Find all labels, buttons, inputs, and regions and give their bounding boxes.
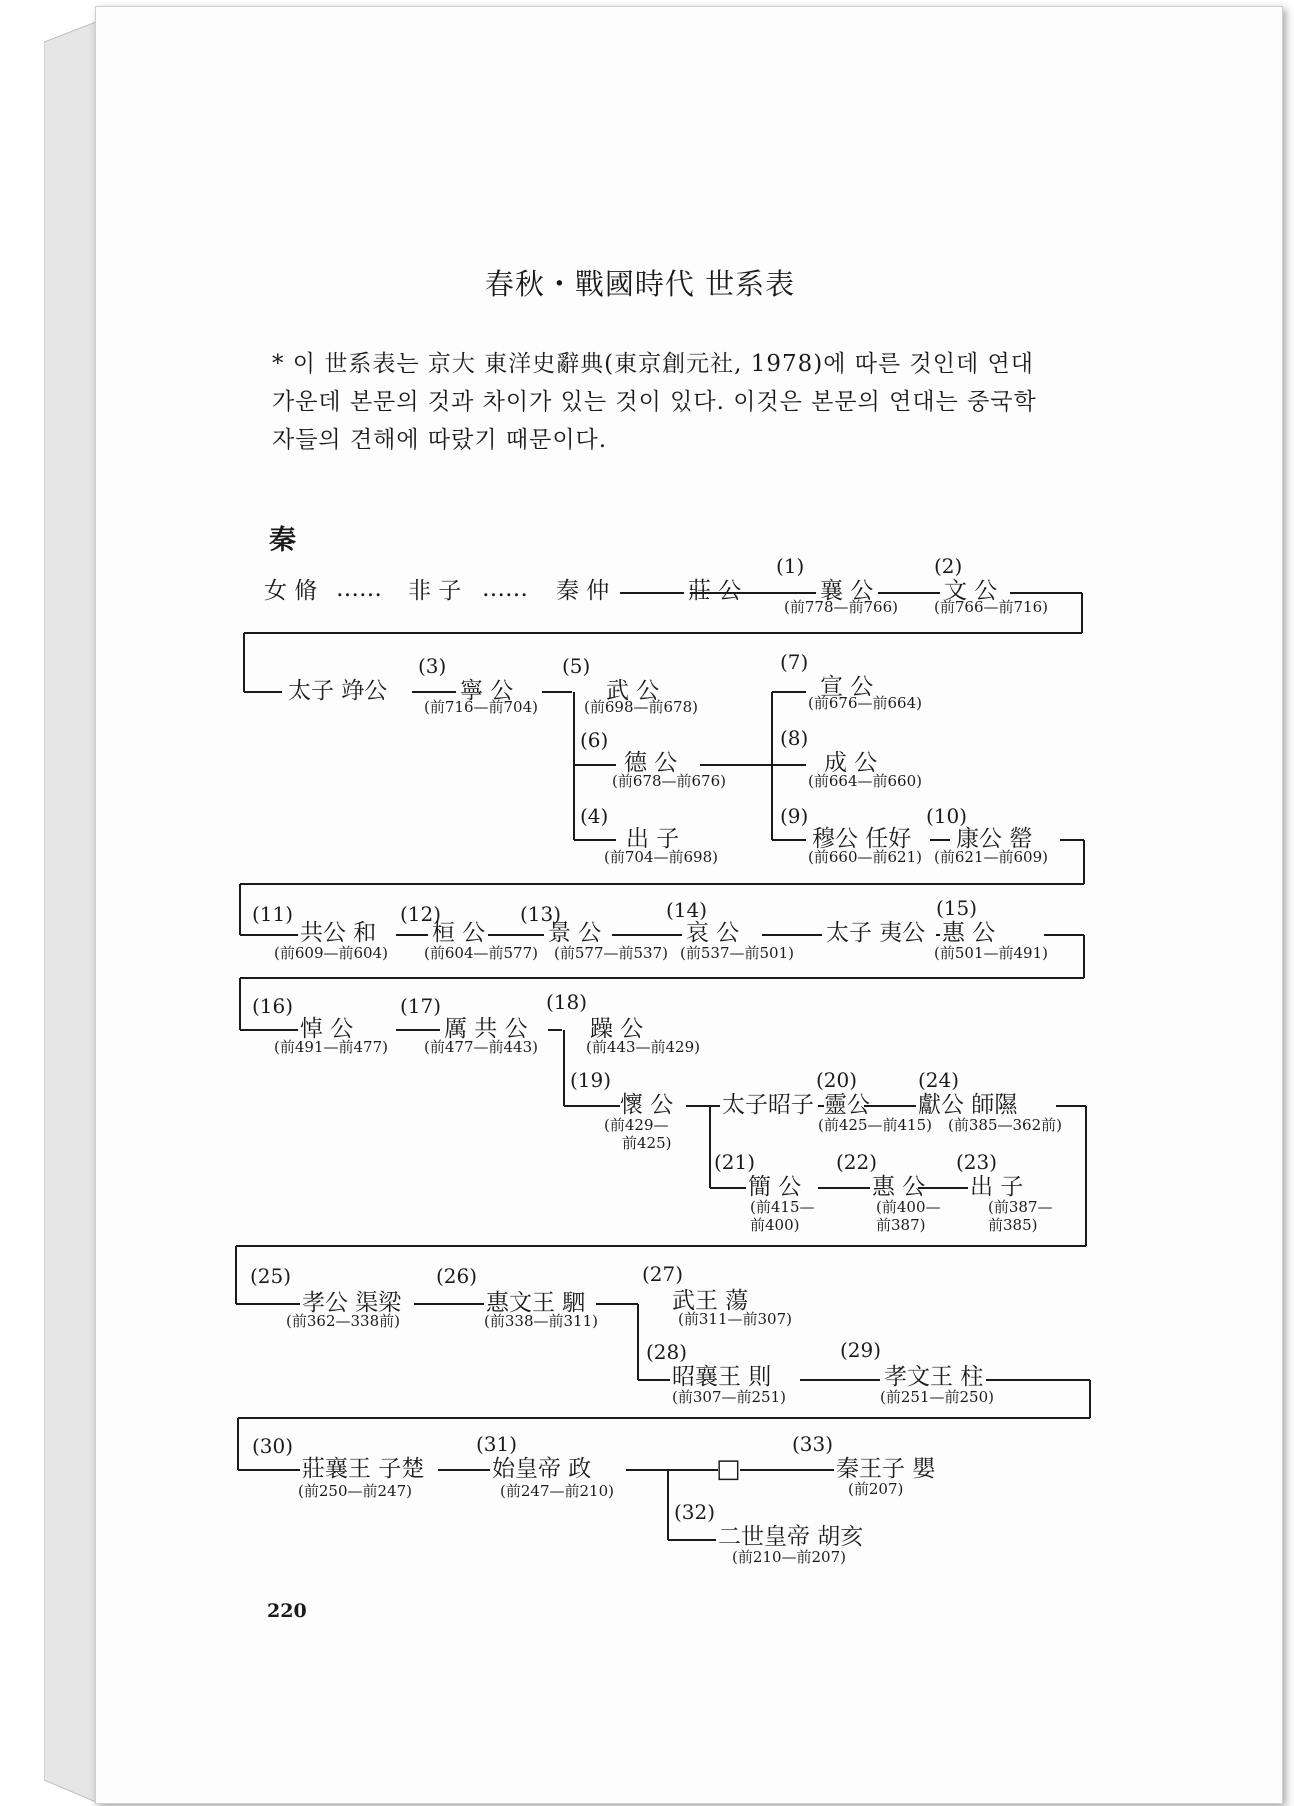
ruler-19-dates: (前429— — [604, 1116, 669, 1134]
ruler-27-name: 武王 蕩 — [672, 1288, 749, 1314]
ruler-12-dates: (前604—前577) — [424, 944, 538, 962]
ruler-8-name: 成 公 — [824, 750, 878, 776]
ruler-15-dates: (前501—前491) — [934, 944, 1048, 962]
ruler-29-dates: (前251—前250) — [880, 1388, 994, 1406]
ruler-21-name: 簡 公 — [748, 1174, 802, 1200]
ruler-22-dates-end: 前387) — [876, 1216, 926, 1234]
crown-prince-jinggong: 太子 竫公 — [288, 678, 388, 704]
ruler-9-number: (9) — [780, 804, 809, 828]
ruler-26-name: 惠文王 駟 — [486, 1290, 586, 1316]
ruler-6-dates: (前678—前676) — [612, 772, 726, 790]
ruler-9-name: 穆公 任好 — [812, 826, 912, 852]
ruler-33-dates: (前207) — [848, 1480, 904, 1498]
ruler-24-dates: (前385—362前) — [948, 1116, 1062, 1134]
ruler-18-name: 躁 公 — [590, 1016, 644, 1042]
ruler-26-number: (26) — [436, 1264, 478, 1288]
crown-prince-zhaozi: 太子昭子 — [722, 1092, 814, 1118]
ruler-20-number: (20) — [816, 1068, 858, 1092]
ruler-27-dates: (前311—前307) — [678, 1310, 792, 1328]
ruler-30-number: (30) — [252, 1434, 294, 1458]
ruler-14-dates: (前537—前501) — [680, 944, 794, 962]
ruler-11-name: 共公 和 — [300, 920, 377, 946]
ruler-5-name: 武 公 — [606, 678, 660, 704]
note-line-2: 가운데 본문의 것과 차이가 있는 것이 있다. 이것은 본문의 연대는 중국학 — [272, 389, 1037, 415]
ancestor-nuxiu: 女 脩 — [264, 578, 318, 604]
ruler-32-name: 二世皇帝 胡亥 — [718, 1524, 864, 1550]
ruler-14-name: 哀 公 — [686, 920, 740, 946]
ellipsis-1: …… — [336, 576, 382, 602]
ruler-10-number: (10) — [926, 804, 968, 828]
ruler-29-name: 孝文王 柱 — [884, 1364, 984, 1390]
crown-prince-yigong: 太子 夷公 — [826, 920, 926, 946]
ruler-30-name: 莊襄王 子楚 — [302, 1456, 425, 1482]
ruler-16-name: 悼 公 — [300, 1016, 354, 1042]
ruler-8-dates: (前664—前660) — [808, 772, 922, 790]
ruler-8-number: (8) — [780, 726, 809, 750]
ruler-15-number: (15) — [936, 896, 978, 920]
ruler-15-name: 惠 公 — [942, 920, 996, 946]
ruler-21-dates-end: 前400) — [750, 1216, 800, 1234]
ruler-20-name: 靈公 — [824, 1092, 870, 1118]
ruler-31-dates: (前247—前210) — [500, 1482, 614, 1500]
ruler-3-number: (3) — [418, 654, 447, 678]
ruler-19-name: 懷 公 — [620, 1092, 674, 1118]
ruler-17-dates: (前477—前443) — [424, 1038, 538, 1056]
ruler-28-dates: (前307—前251) — [672, 1388, 786, 1406]
ruler-25-dates: (前362—338前) — [286, 1312, 400, 1330]
ruler-11-dates: (前609—前604) — [274, 944, 388, 962]
ruler-1-number: (1) — [776, 554, 805, 578]
ruler-25-number: (25) — [250, 1264, 292, 1288]
ruler-7-dates: (前676—前664) — [808, 694, 922, 712]
ruler-23-dates-end: 前385) — [988, 1216, 1038, 1234]
ruler-6-number: (6) — [580, 728, 609, 752]
ruler-4-number: (4) — [580, 804, 609, 828]
ruler-32-dates: (前210—前207) — [732, 1548, 846, 1566]
ruler-24-number: (24) — [918, 1068, 960, 1092]
ruler-5-dates: (前698—前678) — [584, 698, 698, 716]
ellipsis-2: …… — [482, 576, 528, 602]
ruler-3-dates: (前716—前704) — [424, 698, 538, 716]
ruler-25-name: 孝公 渠梁 — [302, 1290, 402, 1316]
ruler-2-dates: (前766—前716) — [934, 598, 1048, 616]
ruler-3-name: 寧 公 — [460, 678, 514, 704]
ruler-11-number: (11) — [252, 902, 294, 926]
ruler-31-name: 始皇帝 政 — [492, 1456, 592, 1482]
state-name: 秦 — [269, 525, 296, 556]
ruler-28-number: (28) — [646, 1340, 688, 1364]
ruler-26-dates: (前338—前311) — [484, 1312, 598, 1330]
ruler-33-name: 秦王子 嬰 — [836, 1456, 936, 1482]
ruler-21-number: (21) — [714, 1150, 756, 1174]
ruler-22-dates: (前400— — [876, 1198, 941, 1216]
ruler-14-number: (14) — [666, 898, 708, 922]
note-line-1: * 이 世系表는 京大 東洋史辭典(東京創元社, 1978)에 따른 것인데 연대 — [272, 351, 1034, 377]
ruler-23-number: (23) — [956, 1150, 998, 1174]
ruler-17-number: (17) — [400, 994, 442, 1018]
ruler-13-name: 景 公 — [548, 920, 602, 946]
ruler-12-name: 桓 公 — [432, 920, 486, 946]
ruler-23-dates: (前387— — [988, 1198, 1053, 1216]
ruler-22-number: (22) — [836, 1150, 878, 1174]
note-line-3: 자들의 견해에 따랐기 때문이다. — [272, 427, 608, 453]
ruler-1-dates: (前778—前766) — [784, 598, 898, 616]
ruler-13-dates: (前577—前537) — [554, 944, 668, 962]
ruler-23-name: 出 子 — [970, 1174, 1024, 1200]
ruler-10-dates: (前621—前609) — [934, 848, 1048, 866]
ancestor-qinzhong: 秦 仲 — [556, 578, 610, 604]
ruler-13-number: (13) — [520, 902, 562, 926]
ruler-28-name: 昭襄王 則 — [672, 1364, 772, 1390]
ruler-2-name: 文 公 — [944, 578, 998, 604]
ruler-12-number: (12) — [400, 902, 442, 926]
ruler-7-number: (7) — [780, 650, 809, 674]
ruler-5-number: (5) — [562, 654, 591, 678]
ruler-31-number: (31) — [476, 1432, 518, 1456]
ruler-18-dates: (前443—前429) — [586, 1038, 700, 1056]
ruler-19-number: (19) — [570, 1068, 612, 1092]
ruler-9-dates: (前660—前621) — [808, 848, 922, 866]
ruler-6-name: 德 公 — [624, 750, 678, 776]
ruler-16-number: (16) — [252, 994, 294, 1018]
ruler-29-number: (29) — [840, 1338, 882, 1362]
ruler-19-dates-end: 前425) — [622, 1134, 672, 1152]
ruler-20-dates: (前425—前415) — [818, 1116, 932, 1134]
ancestor-feizi: 非 子 — [408, 578, 462, 604]
ruler-21-dates: (前415— — [750, 1198, 815, 1216]
ruler-18-number: (18) — [546, 990, 588, 1014]
ruler-16-dates: (前491—前477) — [274, 1038, 388, 1056]
ruler-10-name: 康公 罃 — [956, 826, 1033, 852]
page-title: 春秋・戰國時代 世系表 — [484, 267, 796, 301]
ruler-32-number: (32) — [674, 1500, 716, 1524]
unknown-box: □ — [716, 1454, 741, 1484]
ruler-22-name: 惠 公 — [872, 1174, 926, 1200]
ruler-7-name: 宣 公 — [820, 674, 874, 700]
ruler-27-number: (27) — [642, 1262, 684, 1286]
ruler-24-name: 獻公 師隰 — [918, 1092, 1018, 1118]
ruler-1-name: 襄 公 — [820, 578, 874, 604]
ruler-17-name: 厲 共 公 — [444, 1016, 528, 1042]
ruler-30-dates: (前250—前247) — [298, 1482, 412, 1500]
ruler-33-number: (33) — [792, 1432, 834, 1456]
ruler-4-dates: (前704—前698) — [604, 848, 718, 866]
ancestor-zhuanggong: 莊 公 — [688, 578, 742, 604]
ruler-2-number: (2) — [934, 554, 963, 578]
page-number: 220 — [267, 1600, 307, 1622]
ruler-4-name: 出 子 — [626, 826, 680, 852]
